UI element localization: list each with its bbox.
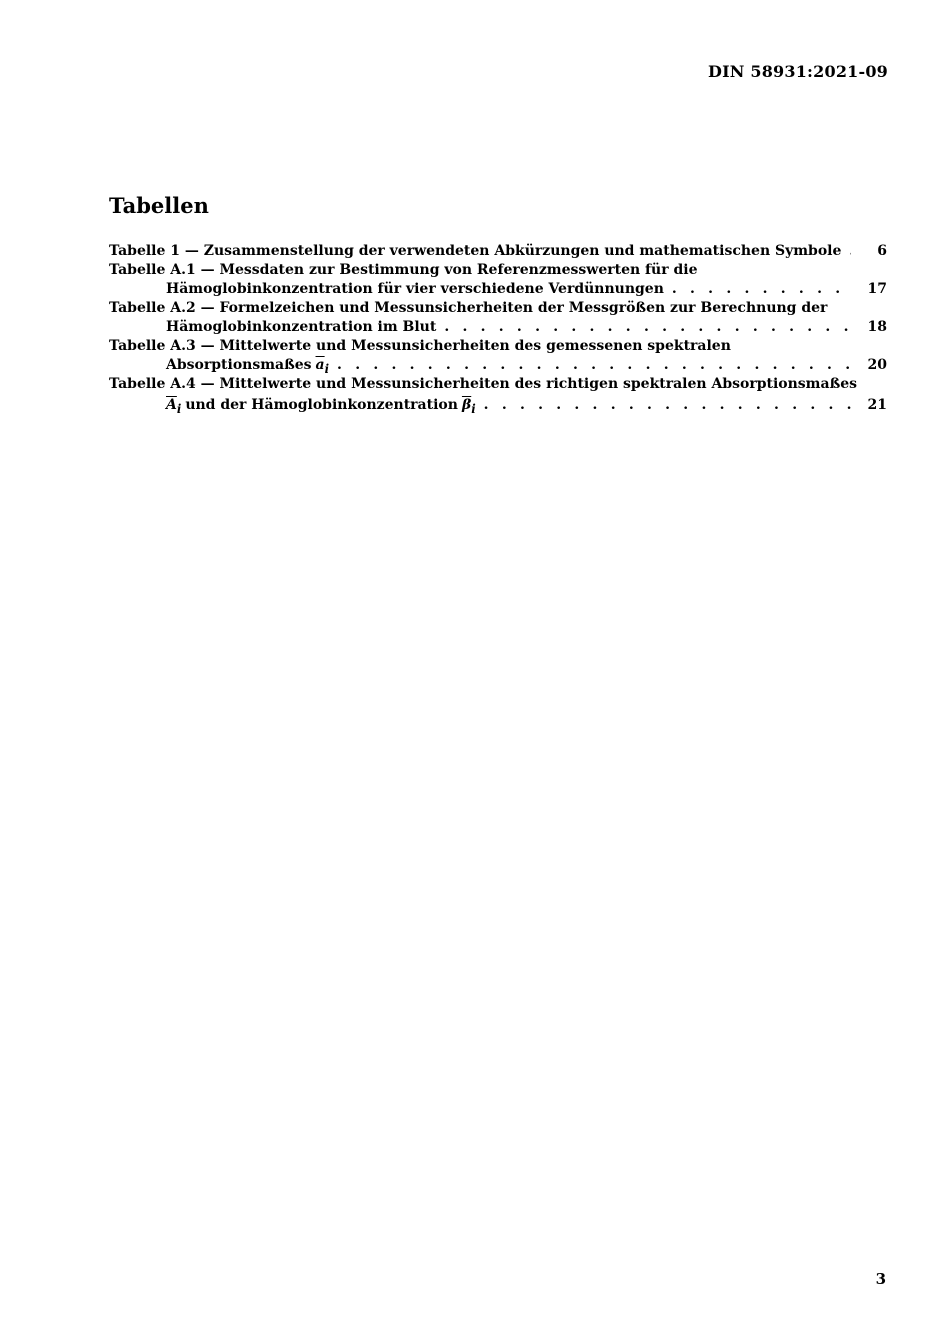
toc-entry-text-continued: und der Hämoglobinkonzentration (185, 397, 458, 413)
math-symbol-beta-bar-i: $\overline{\beta}_i$ (461, 397, 476, 416)
toc-page-number: 18 (867, 319, 887, 335)
toc-page-number: 6 (877, 243, 887, 259)
dot-leader (849, 242, 851, 261)
math-symbol-a-bar-i: $\overline{a}_i$ (315, 357, 330, 376)
table-list (109, 242, 887, 416)
toc-page-number: 17 (867, 281, 887, 297)
toc-entry-tabelle-a2[interactable] (109, 299, 887, 337)
toc-entry-tabelle-a3[interactable] (109, 337, 887, 375)
toc-page-number: 21 (867, 397, 887, 413)
toc-entry-text: Tabelle A.1 — Messdaten zur Bestimmung von Referenzmesswerten für die (109, 262, 698, 278)
toc-entry-text: Tabelle A.2 — Formelzeichen und Messunsicherheiten der Messgrößen zur Berechnung der (109, 300, 828, 316)
dot-leader (672, 280, 851, 299)
toc-entry-text: Tabelle 1 — Zusammenstellung der verwendeten Abkürzungen und mathematischen Symbole (109, 243, 842, 259)
section-title: Tabellen (109, 193, 209, 218)
toc-entry-text: Tabelle A.4 — Mittelwerte und Messunsicherheiten des richtigen spektralen Absorptionsmaßes (109, 376, 857, 392)
math-symbol-A-bar-i: $\overline{A}_i$ (166, 397, 182, 416)
page-number: 3 (875, 1270, 886, 1288)
toc-entry-text: Tabelle A.3 — Mittelwerte und Messunsicherheiten des gemessenen spektralen (109, 338, 731, 354)
toc-page-number: 20 (867, 357, 887, 373)
toc-entry-tabelle-a4[interactable] (109, 375, 887, 416)
toc-entry-text-continued: Hämoglobinkonzentration im Blut (166, 319, 437, 335)
toc-entry-text-continued: Hämoglobinkonzentration für vier verschiedene Verdünnungen (166, 281, 664, 297)
toc-entry-tabelle-a1[interactable] (109, 261, 887, 299)
toc-entry-text-continued: Absorptionsmaßes (166, 357, 312, 373)
dot-leader (484, 394, 851, 416)
dot-leader (337, 356, 851, 375)
dot-leader (444, 318, 851, 337)
document-id: DIN 58931:2021-09 (708, 62, 888, 81)
toc-entry-tabelle-1[interactable] (109, 242, 887, 261)
